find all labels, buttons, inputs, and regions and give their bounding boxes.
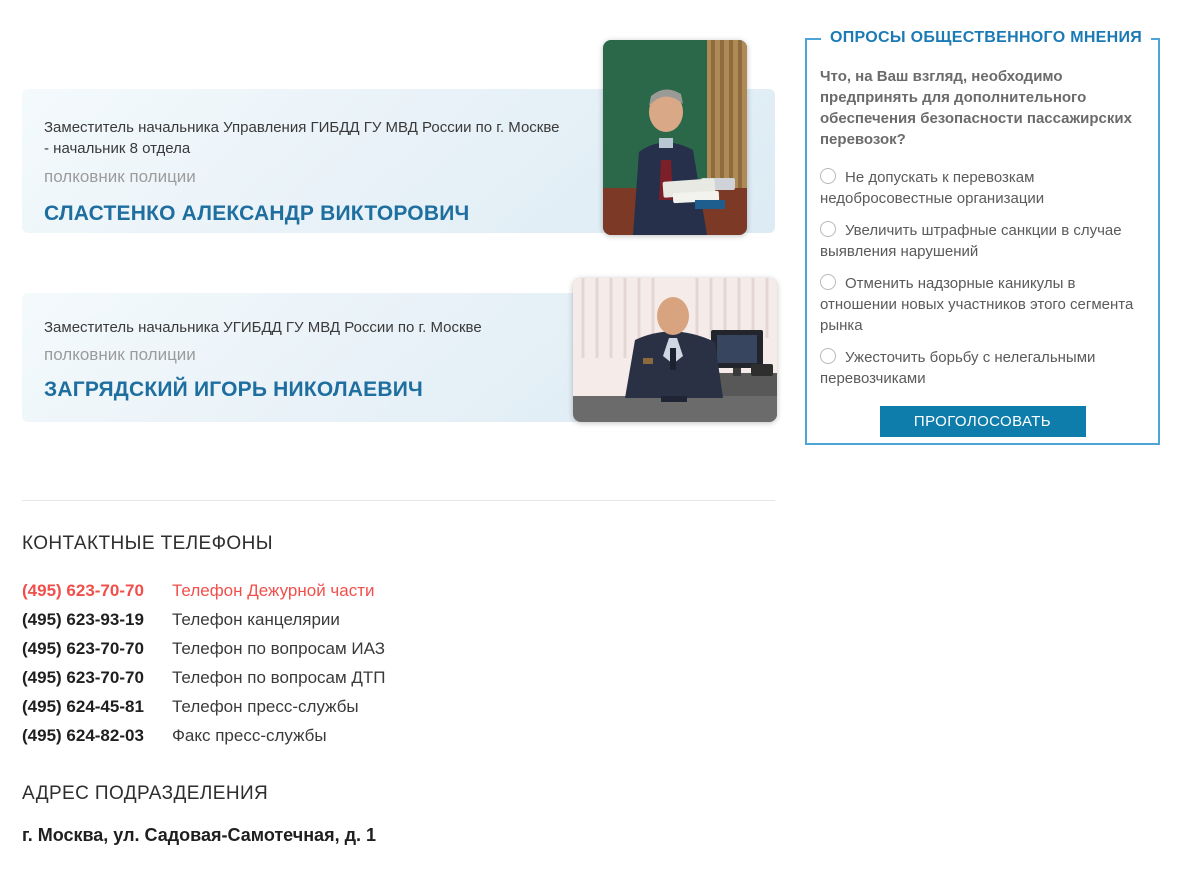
official-name: СЛАСТЕНКО АЛЕКСАНДР ВИКТОРОВИЧ xyxy=(44,202,470,225)
radio-button-icon[interactable] xyxy=(820,274,836,290)
poll-option[interactable] xyxy=(820,273,1145,336)
phone-label: Телефон Дежурной части xyxy=(172,581,375,600)
official-rank: полковник полиции xyxy=(44,345,196,364)
phone-row xyxy=(22,605,386,634)
phone-row xyxy=(22,721,386,750)
phone-row xyxy=(22,634,386,663)
official-position: Заместитель начальника УГИБДД ГУ МВД России по г. Москве xyxy=(44,319,482,336)
phone-number: (495) 623-70-70 xyxy=(22,668,144,687)
official-rank: полковник полиции xyxy=(44,167,196,186)
phone-number: (495) 624-82-03 xyxy=(22,726,144,745)
contacts-title: КОНТАКТНЫЕ ТЕЛЕФОНЫ xyxy=(22,533,273,554)
contacts-section xyxy=(22,533,386,750)
official-card xyxy=(22,293,775,422)
poll-option[interactable] xyxy=(820,347,1145,389)
official-photo xyxy=(603,40,747,235)
poll-question: Что, на Ваш взгляд, необходимо предпринять для дополнительного обеспечения безопасности пассажирских перевозок? xyxy=(820,68,1132,148)
radio-button-icon[interactable] xyxy=(820,348,836,364)
address-section xyxy=(22,783,376,846)
poll-box-title: ОПРОСЫ ОБЩЕСТВЕННОГО МНЕНИЯ xyxy=(821,29,1151,47)
poll-options xyxy=(820,167,1145,389)
radio-button-icon[interactable] xyxy=(820,221,836,237)
phone-label: Телефон пресс-службы xyxy=(172,697,359,716)
phone-row xyxy=(22,692,386,721)
address-title: АДРЕС ПОДРАЗДЕЛЕНИЯ xyxy=(22,783,269,804)
poll-option[interactable] xyxy=(820,220,1145,262)
poll-option[interactable] xyxy=(820,167,1145,209)
official-card xyxy=(22,89,775,233)
official-position: Заместитель начальника Управления ГИБДД ГУ МВД России по г. Москве - начальник 8 отдела xyxy=(44,119,560,157)
official-photo xyxy=(573,278,777,422)
section-divider xyxy=(22,500,775,501)
poll-option-label: Отменить надзорные каникулы в отношении новых участников этого сегмента рынка xyxy=(820,275,1134,334)
phone-number: (495) 623-70-70 xyxy=(22,581,144,600)
phone-label: Телефон канцелярии xyxy=(172,610,340,629)
vote-button[interactable]: ПРОГОЛОСОВАТЬ xyxy=(880,406,1086,437)
poll-option-label: Не допускать к перевозкам недобросовестные организации xyxy=(820,169,1045,207)
official-name: ЗАГРЯДСКИЙ ИГОРЬ НИКОЛАЕВИЧ xyxy=(44,378,423,401)
poll-option-label: Увеличить штрафные санкции в случае выявления нарушений xyxy=(820,222,1122,260)
phone-row xyxy=(22,663,386,692)
phone-label: Факс пресс-службы xyxy=(172,726,327,745)
phone-list xyxy=(22,576,386,750)
phone-number: (495) 623-93-19 xyxy=(22,610,144,629)
poll-box xyxy=(805,29,1160,445)
phone-number: (495) 623-70-70 xyxy=(22,639,144,658)
phone-label: Телефон по вопросам ДТП xyxy=(172,668,386,687)
phone-row xyxy=(22,576,386,605)
radio-button-icon[interactable] xyxy=(820,168,836,184)
phone-number: (495) 624-45-81 xyxy=(22,697,144,716)
address-value: г. Москва, ул. Садовая-Самотечная, д. 1 xyxy=(22,825,377,845)
poll-option-label: Ужесточить борьбу с нелегальными перевозчиками xyxy=(820,349,1096,387)
phone-label: Телефон по вопросам ИАЗ xyxy=(172,639,386,658)
